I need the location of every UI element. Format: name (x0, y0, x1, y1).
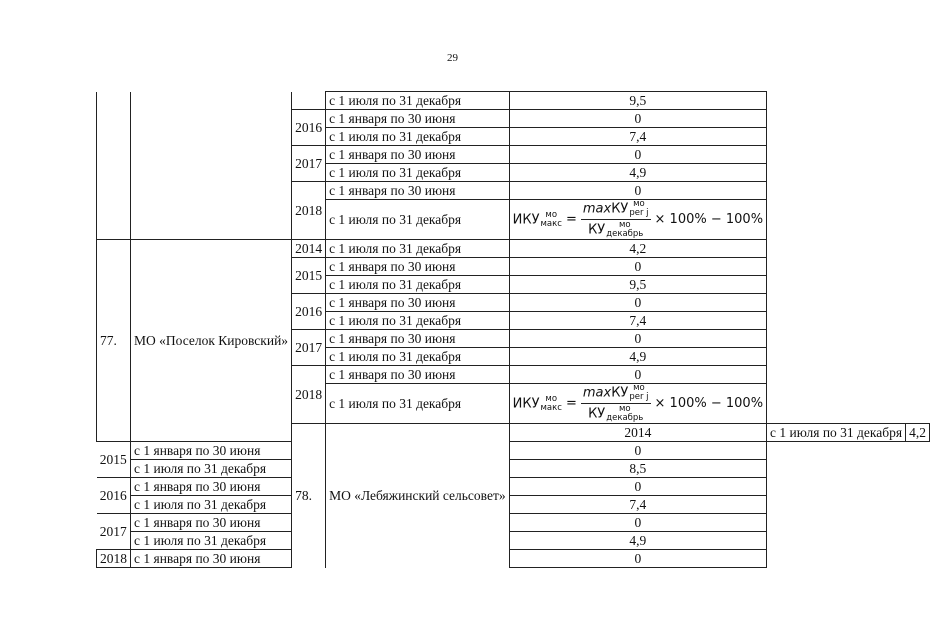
table-row (97, 550, 930, 568)
formula-cell (509, 384, 766, 424)
period-cell: с 1 января по 30 июня (326, 294, 510, 312)
year-cell: 2014 (292, 240, 326, 258)
value-cell: 4,2 (509, 240, 766, 258)
value-cell: 0 (509, 550, 766, 568)
value-cell: 9,5 (509, 92, 766, 110)
period-cell: с 1 января по 30 июня (326, 366, 510, 384)
table-row (97, 496, 930, 514)
formula-fraction (581, 200, 651, 239)
period-cell: с 1 июля по 31 декабря (326, 384, 510, 424)
formula-equals: = (565, 396, 577, 411)
period-cell: с 1 июля по 31 декабря (131, 460, 292, 478)
period-cell: с 1 января по 30 июня (326, 330, 510, 348)
formula-equals: = (565, 212, 577, 227)
mo-name-cell: МО «Поселок Кировский» (131, 240, 292, 442)
year-cell: 2016 (292, 110, 326, 146)
period-cell: с 1 января по 30 июня (131, 550, 292, 568)
formula-den-sub: декабрь (606, 413, 644, 423)
year-cell: 2016 (97, 478, 131, 514)
year-cell-empty (292, 92, 326, 110)
value-cell: 0 (509, 366, 766, 384)
period-cell: с 1 июля по 31 декабря (326, 240, 510, 258)
value-cell: 4,2 (906, 424, 930, 442)
value-cell: 4,9 (509, 532, 766, 550)
period-cell: с 1 июля по 31 декабря (326, 128, 510, 146)
formula-num-sub: per j (629, 392, 649, 402)
value-cell: 4,9 (509, 164, 766, 182)
formula-lhs-sup: мо (545, 209, 558, 220)
formula-num-prefix: max (582, 385, 612, 401)
formula-tail: × 100% − 100% (654, 396, 764, 411)
value-cell: 0 (509, 258, 766, 276)
period-cell: с 1 января по 30 июня (131, 442, 292, 460)
value-cell: 7,4 (509, 496, 766, 514)
formula-num-sup: мо (633, 383, 645, 393)
period-cell: с 1 января по 30 июня (326, 146, 510, 164)
formula (513, 384, 763, 423)
formula-den-sup: мо (618, 220, 631, 230)
formula (513, 200, 763, 239)
value-cell: 0 (509, 182, 766, 200)
year-cell: 2014 (509, 424, 766, 442)
table-row (97, 442, 930, 460)
table-row (97, 478, 930, 496)
period-cell: с 1 июля по 31 декабря (326, 164, 510, 182)
period-cell: с 1 января по 30 июня (131, 514, 292, 532)
year-cell: 2018 (292, 182, 326, 240)
formula-num-main: КУ (611, 385, 629, 401)
value-cell: 0 (509, 330, 766, 348)
formula-lhs: ИКУ (512, 396, 540, 411)
formula-num-sup: мо (633, 199, 645, 209)
table-row (97, 514, 930, 532)
formula-den-main: КУ (588, 406, 606, 422)
formula-fraction (581, 384, 651, 423)
formula-lhs-sub: макс (540, 218, 562, 229)
year-cell: 2018 (292, 366, 326, 424)
period-cell: с 1 января по 30 июня (326, 182, 510, 200)
formula-lhs-sup: мо (545, 393, 558, 404)
value-cell: 9,5 (509, 276, 766, 294)
value-cell: 7,4 (509, 128, 766, 146)
formula-num-main: КУ (611, 201, 629, 217)
value-cell: 8,5 (509, 460, 766, 478)
period-cell: с 1 июля по 31 декабря (326, 92, 510, 110)
value-cell: 0 (509, 294, 766, 312)
formula-num-prefix: max (582, 201, 612, 217)
value-cell: 0 (509, 514, 766, 532)
year-cell: 2018 (97, 550, 131, 568)
table-row (97, 460, 930, 478)
period-cell: с 1 июля по 31 декабря (326, 312, 510, 330)
year-cell: 2016 (292, 294, 326, 330)
period-cell: с 1 января по 30 июня (131, 478, 292, 496)
period-cell: с 1 июля по 31 декабря (326, 276, 510, 294)
year-cell: 2015 (97, 442, 131, 478)
table-row (97, 532, 930, 550)
formula-tail: × 100% − 100% (654, 212, 764, 227)
year-cell: 2017 (97, 514, 131, 550)
formula-den-main: КУ (588, 222, 606, 238)
value-cell: 0 (509, 478, 766, 496)
value-cell: 7,4 (509, 312, 766, 330)
page-number: 29 (447, 52, 458, 64)
formula-lhs-sub: макс (540, 402, 562, 413)
value-cell: 0 (509, 110, 766, 128)
mo-cell-empty (131, 92, 292, 240)
formula-cell (509, 200, 766, 240)
period-cell: с 1 января по 30 июня (326, 110, 510, 128)
number-cell-empty (97, 92, 131, 240)
value-cell: 0 (509, 442, 766, 460)
formula-den-sub: декабрь (606, 229, 644, 239)
value-cell: 0 (509, 146, 766, 164)
year-cell: 2015 (292, 258, 326, 294)
table-row (97, 240, 930, 258)
number-cell: 78. (292, 424, 326, 568)
table-row (97, 92, 930, 110)
year-cell: 2017 (292, 330, 326, 366)
period-cell: с 1 июля по 31 декабря (767, 424, 906, 442)
period-cell: с 1 июля по 31 декабря (326, 200, 510, 240)
value-cell: 4,9 (509, 348, 766, 366)
formula-den-sup: мо (618, 404, 631, 414)
formula-num-sub: per j (629, 208, 649, 218)
mo-name-cell: МО «Лебяжинский сельсовет» (326, 424, 510, 568)
period-cell: с 1 июля по 31 декабря (326, 348, 510, 366)
period-cell: с 1 января по 30 июня (326, 258, 510, 276)
formula-lhs: ИКУ (512, 212, 540, 227)
period-cell: с 1 июля по 31 декабря (131, 496, 292, 514)
number-cell: 77. (97, 240, 131, 442)
coefficients-table (96, 91, 930, 568)
period-cell: с 1 июля по 31 декабря (131, 532, 292, 550)
year-cell: 2017 (292, 146, 326, 182)
